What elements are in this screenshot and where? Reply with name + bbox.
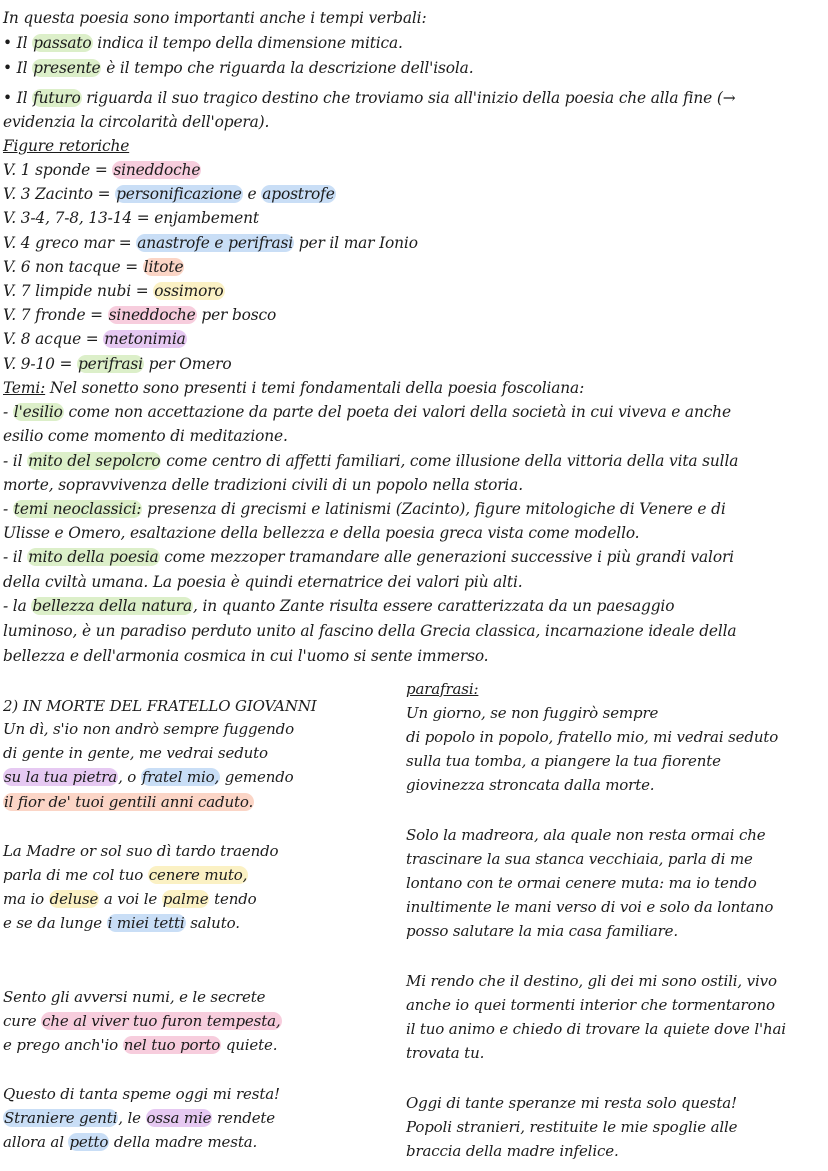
- text: , o: [118, 768, 141, 786]
- highlight: mito della poesia: [28, 548, 159, 566]
- text: -: [3, 403, 13, 421]
- highlight: passato: [33, 34, 92, 52]
- text: riguarda il suo tragico destino che troviamo sia all'inizio della poesia che alla fine (→: [81, 89, 736, 107]
- highlight: cenere muto,: [148, 866, 248, 884]
- themes-label: Temi:: [3, 379, 46, 397]
- paraphrase-line: Oggi di tante speranze mi resta solo questa!: [406, 1094, 737, 1112]
- verb-bullet-past: [3, 32, 403, 54]
- text: V. 3 Zacinto =: [3, 185, 116, 203]
- paraphrase-heading: parafrasi:: [406, 680, 479, 698]
- paraphrase-line: posso salutare la mia casa familiare.: [406, 922, 679, 940]
- highlight: litote: [143, 258, 184, 276]
- highlight: l'esilio: [13, 403, 63, 421]
- text: presenza di grecismi e latinismi (Zacinto), figure mitologiche di Venere e di: [142, 500, 726, 518]
- text: • Il: [3, 89, 33, 107]
- poem-line: La Madre or sol suo dì tardo traendo: [3, 842, 279, 860]
- text: -: [3, 500, 13, 518]
- paraphrase-line: Solo la madreora, ala quale non resta ormai che: [406, 826, 766, 844]
- figure-row: [3, 353, 231, 375]
- paraphrase-line: Un giorno, se non fuggirò sempre: [406, 704, 659, 722]
- theme-row-cont: morte, sopravvivenza delle tradizioni civili di un popolo nella storia.: [3, 476, 523, 494]
- poem-line: [3, 1034, 277, 1056]
- figures-heading: Figure retoriche: [3, 137, 130, 155]
- highlight: palme: [162, 890, 209, 908]
- poem-line: [3, 864, 248, 886]
- highlight: metonimia: [104, 330, 186, 348]
- figure-row: [3, 256, 184, 278]
- text: V. 7 fronde =: [3, 306, 108, 324]
- theme-row: [3, 595, 674, 617]
- verb-bullet-present: [3, 57, 473, 79]
- text: Nel sonetto sono presenti i temi fondamentali della poesia foscoliana:: [45, 379, 585, 397]
- highlight: futuro: [33, 89, 81, 107]
- poem-line: di gente in gente, me vedrai seduto: [3, 744, 268, 762]
- text: saluto.: [185, 914, 240, 932]
- figure-row: [3, 304, 276, 326]
- theme-row: [3, 546, 734, 568]
- verb-bullet-future-cont: evidenzia la circolarità dell'opera).: [3, 113, 270, 131]
- paraphrase-line: giovinezza stroncata dalla morte.: [406, 776, 655, 794]
- text: e prego anch'io: [3, 1036, 123, 1054]
- poem-line: Un dì, s'io non andrò sempre fuggendo: [3, 720, 294, 738]
- text: come centro di affetti familiari, come illusione della vittoria della vita sulla: [161, 452, 739, 470]
- figure-row: V. 3-4, 7-8, 13-14 = enjambement: [3, 209, 259, 227]
- poem-line: [3, 1107, 275, 1129]
- text: quiete.: [221, 1036, 278, 1054]
- text: come non accettazione da parte del poeta dei valori della società in cui viveva e anche: [63, 403, 731, 421]
- text: , le: [118, 1109, 146, 1127]
- text: V. 4 greco mar =: [3, 234, 137, 252]
- poem-line: [3, 1010, 282, 1032]
- text: della madre mesta.: [109, 1133, 258, 1151]
- text: cure: [3, 1012, 42, 1030]
- highlight: i miei tetti: [107, 914, 185, 932]
- theme-row-cont: bellezza e dell'armonia cosmica in cui l'uomo si sente immerso.: [3, 647, 489, 665]
- highlight: perifrasi: [77, 355, 143, 373]
- highlight: petto: [69, 1133, 109, 1151]
- verbs-intro: In questa poesia sono importanti anche i tempi verbali:: [3, 9, 427, 27]
- poem-line: [3, 791, 254, 813]
- highlight: su la tua pietra: [4, 768, 118, 786]
- text: per Omero: [143, 355, 232, 373]
- highlight: ossa mie: [146, 1109, 212, 1127]
- poem-line: Questo di tanta speme oggi mi resta!: [3, 1085, 280, 1103]
- figure-row: [3, 232, 418, 254]
- text: per bosco: [196, 306, 277, 324]
- theme-row-cont: della cviltà umana. La poesia è quindi eternatrice dei valori più alti.: [3, 573, 523, 591]
- paraphrase-line: trovata tu.: [406, 1044, 485, 1062]
- text: - il: [3, 452, 28, 470]
- text: e se da lunge: [3, 914, 107, 932]
- highlight: fratel mio,: [141, 768, 220, 786]
- theme-row-cont: luminoso, è un paradiso perduto unito al fascino della Grecia classica, incarnazione ideale della: [3, 622, 737, 640]
- text: - il: [3, 548, 28, 566]
- paraphrase-line: il tuo animo e chiedo di trovare la quiete dove l'hai: [406, 1020, 786, 1038]
- text: • Il: [3, 34, 33, 52]
- poem-line: [3, 766, 294, 788]
- text: gemendo: [220, 768, 294, 786]
- highlight: apostrofe: [262, 185, 335, 203]
- poem-line: [3, 888, 257, 910]
- poem-title: 2) IN MORTE DEL FRATELLO GIOVANNI: [3, 697, 317, 715]
- text: ma io: [3, 890, 49, 908]
- paraphrase-line: di popolo in popolo, fratello mio, mi vedrai seduto: [406, 728, 779, 746]
- text: - la: [3, 597, 32, 615]
- figure-row: [3, 280, 225, 302]
- paraphrase-line: trascinare la sua stanca vecchiaia, parla di me: [406, 850, 753, 868]
- text: rendete: [212, 1109, 276, 1127]
- highlight: mito del sepolcro: [28, 452, 161, 470]
- text: e: [242, 185, 262, 203]
- theme-row: [3, 498, 726, 520]
- paraphrase-line: lontano con te ormai cenere muta: ma io tendo: [406, 874, 757, 892]
- figure-row: [3, 328, 187, 350]
- poem-line: [3, 1131, 257, 1153]
- text: V. 7 limpide nubi =: [3, 282, 154, 300]
- theme-row-cont: esilio come momento di meditazione.: [3, 427, 288, 445]
- text: • Il: [3, 59, 33, 77]
- highlight: personificazione: [116, 185, 242, 203]
- poem-line: [3, 912, 240, 934]
- figure-row: [3, 159, 201, 181]
- highlight: anastrofe e perifrasi: [137, 234, 294, 252]
- text: come mezzoper tramandare alle generazioni successive i più grandi valori: [159, 548, 734, 566]
- paraphrase-line: Mi rendo che il destino, gli dei mi sono ostili, vivo: [406, 972, 777, 990]
- text: , in quanto Zante risulta essere caratterizzata da un paesaggio: [192, 597, 675, 615]
- highlight: ossimoro: [154, 282, 224, 300]
- paraphrase-line: braccia della madre infelice.: [406, 1142, 619, 1160]
- paraphrase-line: Popoli stranieri, restituite le mie spoglie alle: [406, 1118, 738, 1136]
- paraphrase-line: anche io quei tormenti interior che tormentarono: [406, 996, 775, 1014]
- highlight: il fior de' tuoi gentili anni caduto.: [4, 793, 254, 811]
- text: V. 1 sponde =: [3, 161, 113, 179]
- highlight: Straniere genti: [4, 1109, 118, 1127]
- text: per il mar Ionio: [294, 234, 418, 252]
- highlight: sineddoche: [108, 306, 196, 324]
- paraphrase-line: inultimente le mani verso di voi e solo da lontano: [406, 898, 774, 916]
- figure-row: [3, 183, 336, 205]
- text: tendo: [209, 890, 257, 908]
- text: a voi le: [99, 890, 162, 908]
- highlight: sineddoche: [113, 161, 201, 179]
- theme-row: [3, 401, 731, 423]
- text: è il tempo che riguarda la descrizione dell'isola.: [101, 59, 474, 77]
- paraphrase-line: sulla tua tomba, a piangere la tua fiorente: [406, 752, 721, 770]
- themes-intro: [3, 377, 584, 399]
- text: V. 9-10 =: [3, 355, 77, 373]
- highlight: che al viver tuo furon tempesta,: [42, 1012, 281, 1030]
- text: V. 8 acque =: [3, 330, 104, 348]
- verb-bullet-future: [3, 87, 735, 109]
- theme-row-cont: Ulisse e Omero, esaltazione della bellezza e della poesia greca vista come modello.: [3, 524, 640, 542]
- text: allora al: [3, 1133, 69, 1151]
- theme-row: [3, 450, 738, 472]
- highlight: deluse: [49, 890, 99, 908]
- poem-line: Sento gli avversi numi, e le secrete: [3, 988, 266, 1006]
- text: V. 6 non tacque =: [3, 258, 143, 276]
- highlight: presente: [33, 59, 101, 77]
- highlight: temi neoclassici:: [13, 500, 142, 518]
- highlight: nel tuo porto: [123, 1036, 221, 1054]
- text: indica il tempo della dimensione mitica.: [92, 34, 403, 52]
- text: parla di me col tuo: [3, 866, 148, 884]
- highlight: bellezza della natura: [32, 597, 192, 615]
